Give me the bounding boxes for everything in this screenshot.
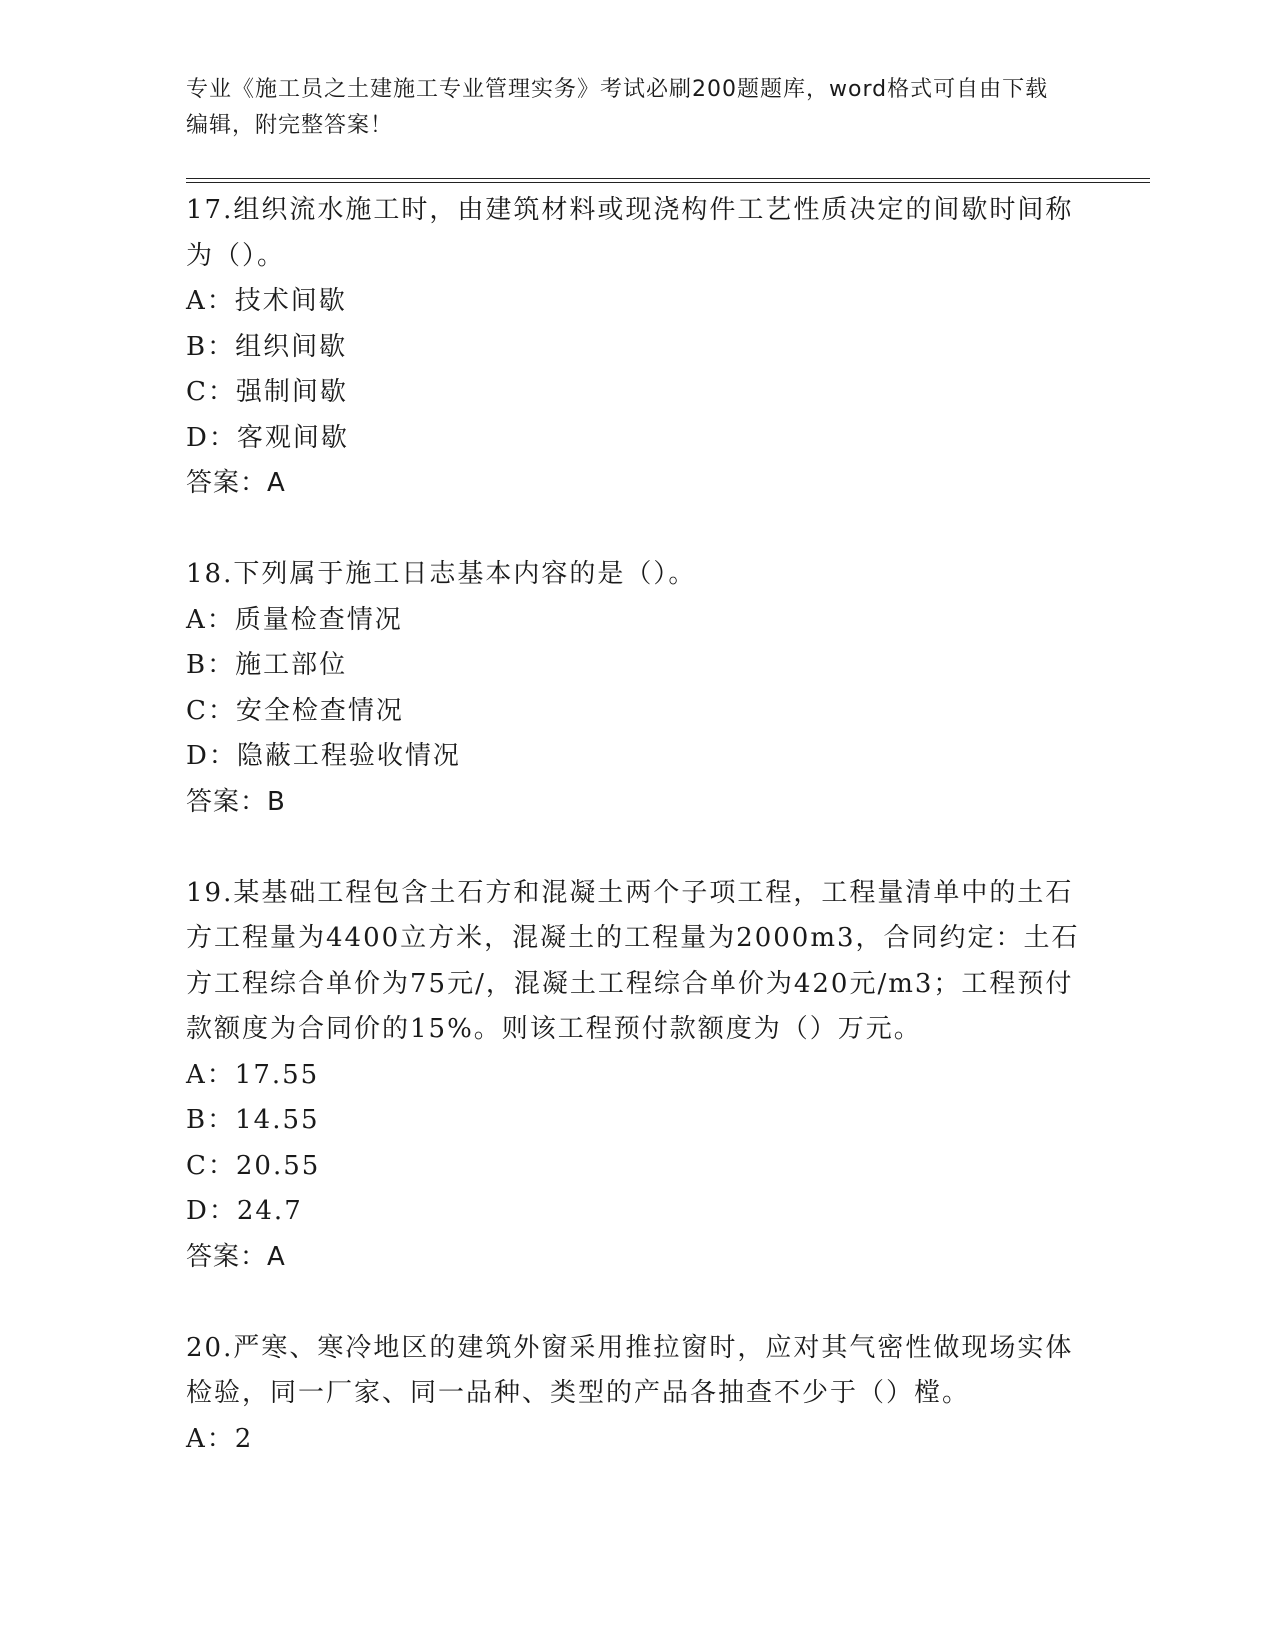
- answer: 答案：A: [186, 468, 286, 498]
- question-spacer: [186, 507, 1086, 553]
- answer: 答案：B: [186, 786, 286, 817]
- option-d: D：客观间歇: [186, 422, 349, 453]
- question-text: 17.组织流水施工时，由建筑材料或现浇构件工艺性质决定的间歇时间称为（）。: [186, 195, 1074, 271]
- option-c: C：强制间歇: [186, 377, 348, 407]
- header-divider: [186, 178, 1150, 183]
- option-a: A：技术间歇: [186, 286, 347, 316]
- question-17: [186, 188, 1086, 507]
- question-text: 19.某基础工程包含土石方和混凝土两个子项工程，工程量清单中的土石方工程量为4400立方米，混凝土的工程量为2000m3，合同约定：土石方工程综合单价为75元/，混凝土工程综合单价为420元/m3；工程预付款额度为合同价的15%。则该工程预付款额度为（）万元。: [186, 877, 1080, 1044]
- question-19: [186, 871, 1086, 1281]
- document-header: 专业《施工员之土建施工专业管理实务》考试必刷200题题库，word格式可自由下载编辑，附完整答案！: [186, 77, 1049, 138]
- option-d: D：24.7: [186, 1196, 303, 1226]
- option-a: A：17.55: [186, 1059, 320, 1090]
- question-spacer: [186, 1280, 1086, 1326]
- option-b: B：14.55: [186, 1105, 320, 1135]
- option-a: A：质量检查情况: [186, 604, 403, 635]
- question-18: [186, 552, 1086, 825]
- question-list: [186, 188, 1086, 1462]
- answer: 答案：A: [186, 1241, 286, 1272]
- option-d: D：隐蔽工程验收情况: [186, 741, 461, 771]
- question-spacer: [186, 825, 1086, 871]
- option-c: C：安全检查情况: [186, 695, 404, 726]
- question-text: 20.严寒、寒冷地区的建筑外窗采用推拉窗时，应对其气密性做现场实体检验，同一厂家、同一品种、类型的产品各抽查不少于（）樘。: [186, 1332, 1074, 1408]
- option-a: A：2: [186, 1423, 254, 1454]
- option-c: C：20.55: [186, 1150, 321, 1181]
- option-b: B：组织间歇: [186, 331, 348, 362]
- question-20: [186, 1326, 1086, 1463]
- option-b: B：施工部位: [186, 650, 348, 680]
- question-text: 18.下列属于施工日志基本内容的是（）。: [186, 559, 697, 589]
